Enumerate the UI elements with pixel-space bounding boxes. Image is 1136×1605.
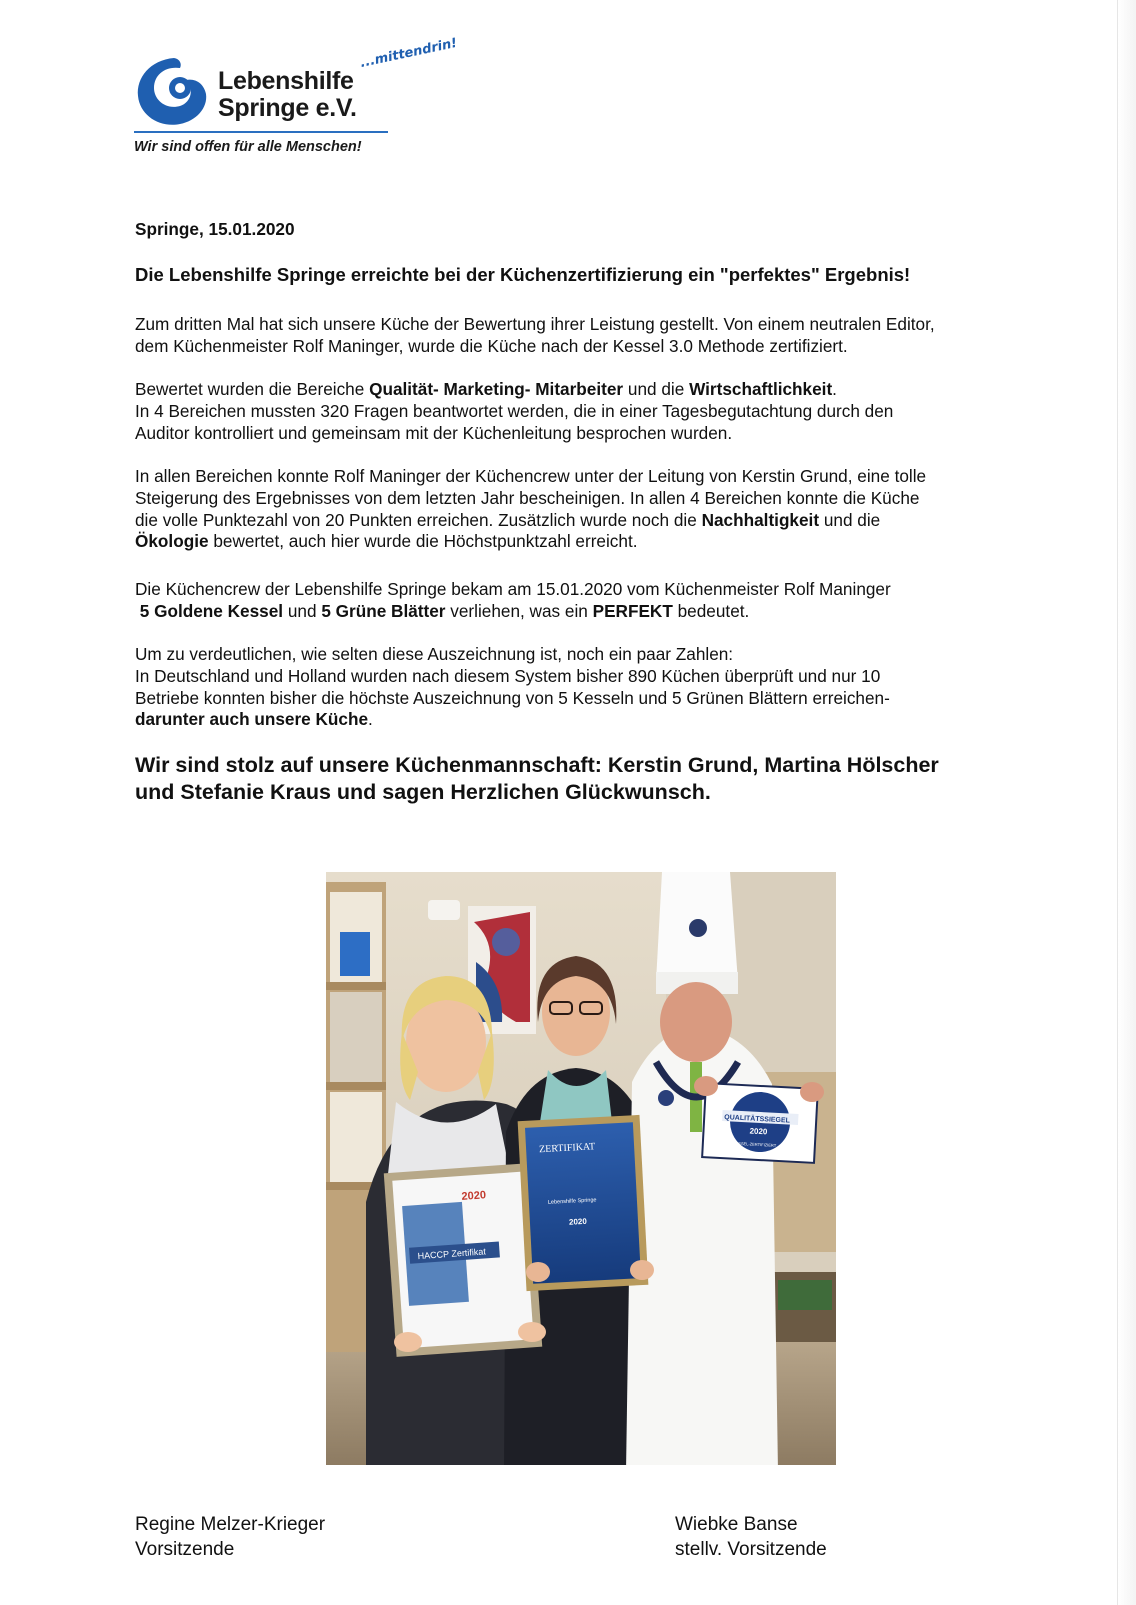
text-run: und — [283, 600, 322, 621]
paragraph-line: Steigerung des Ergebnisses von dem letzten Jahr bescheinigen. In allen 4 Bereichen konnte die Küche — [135, 487, 920, 508]
paragraph-5 — [135, 644, 1035, 731]
logo-tagline: ...mittendrin! — [358, 35, 459, 71]
paragraph-line — [135, 510, 1035, 532]
paragraph-2 — [135, 379, 1035, 444]
zertifikat-year: 2020 — [568, 1216, 587, 1227]
seal-sub: KESSEL-ZERTIFIZIERT — [732, 1140, 777, 1148]
paragraph-line: Auditor kontrolliert und gemeinsam mit der Küchenleitung besprochen wurden. — [135, 422, 733, 443]
text-run: und die — [623, 379, 690, 399]
haccp-title: HACCP Zertifikat — [417, 1246, 487, 1262]
text-run: . — [368, 709, 373, 730]
zertifikat-title: ZERTIFIKAT — [538, 1141, 596, 1156]
paragraph-line: In 4 Bereichen mussten 320 Fragen beantwortet werden, die in einer Tagesbegutachtung durch den — [135, 400, 894, 421]
haccp-year: 2020 — [461, 1189, 487, 1203]
lebenshilfe-logo-icon — [134, 50, 224, 130]
signatory-name: Regine Melzer-Krieger — [135, 1514, 326, 1535]
paragraph-line — [135, 709, 1035, 731]
closing-line: Wir sind stolz auf unsere Küchenmannschaft: Kerstin Grund, Martina Hölscher — [135, 753, 939, 777]
paragraph-line — [135, 379, 1035, 401]
bold-run: 5 Grüne Blätter — [321, 600, 446, 621]
signature-right — [675, 1513, 827, 1562]
signatory-name: Wiebke Banse — [675, 1514, 798, 1535]
paragraph-line: In Deutschland und Holland wurden nach diesem System bisher 890 Küchen überprüft und nur 10 — [135, 665, 881, 686]
text-run: bedeutet. — [672, 600, 750, 621]
haccp-certificate — [384, 1163, 542, 1357]
paragraph-3 — [135, 466, 1035, 553]
paragraph-line: Betriebe konnten bisher die höchste Auszeichnung von 5 Kesseln und 5 Grünen Blättern erreichen- — [135, 687, 890, 708]
closing-line: und Stefanie Kraus und sagen Herzlichen Glückwunsch. — [135, 779, 711, 804]
quality-seal-sign — [702, 1083, 818, 1163]
paragraph-line: Um zu verdeutlichen, wie selten diese Auszeichnung ist, noch ein paar Zahlen: — [135, 644, 734, 664]
bold-run: Ökologie — [135, 531, 209, 552]
seal-label: QUALITÄTSSIEGEL — [724, 1114, 791, 1125]
zertifikat-name: Lebenshilfe Springe — [547, 1197, 597, 1206]
bold-run: 5 Goldene Kessel — [135, 600, 284, 621]
text-run: die volle Punktezahl von 20 Punkten erreichen. Zusätzlich wurde noch die — [135, 509, 702, 530]
paragraph-line: Die Küchencrew der Lebenshilfe Springe bekam am 15.01.2020 vom Küchenmeister Rolf Maninger — [135, 579, 891, 599]
paragraph-line — [135, 531, 1035, 553]
paragraph-line: Zum dritten Mal hat sich unsere Küche der Bewertung ihrer Leistung gestellt. Von einem neutralen Editor, — [135, 314, 935, 334]
closing-statement — [135, 752, 1035, 805]
bold-run: PERFEKT — [592, 600, 673, 621]
paragraph-line — [135, 601, 1035, 623]
bold-run: Wirtschaftlichkeit — [689, 379, 833, 399]
paragraph-line: dem Küchenmeister Rolf Maninger, wurde die Küche nach der Kessel 3.0 Methode zertifiziert. — [135, 335, 848, 356]
paragraph-line: In allen Bereichen konnte Rolf Maninger der Küchencrew unter der Leitung von Kerstin Grund, eine tolle — [135, 466, 927, 486]
logo-rule — [134, 131, 388, 133]
text-run: . — [832, 379, 837, 399]
organization-name — [218, 68, 357, 122]
paragraph-1 — [135, 314, 1035, 358]
organization-name-line1: Lebenshilfe — [218, 67, 354, 95]
organization-logo — [134, 35, 459, 162]
logo-motto: Wir sind offen für alle Menschen! — [134, 139, 362, 155]
signatory-role: stellv. Vorsitzende — [675, 1538, 827, 1560]
signature-left — [135, 1513, 325, 1562]
letter-date: Springe, 15.01.2020 — [135, 219, 295, 239]
award-photo-illustration — [326, 872, 836, 1465]
text-run: Bewertet wurden die Bereiche — [135, 379, 370, 399]
letter-headline: Die Lebenshilfe Springe erreichte bei der Küchenzertifizierung ein "perfektes" Ergebnis! — [135, 264, 911, 285]
award-photo — [326, 872, 836, 1465]
seal-year: 2020 — [749, 1126, 768, 1137]
signatory-role: Vorsitzende — [135, 1538, 235, 1560]
bold-run: darunter auch unsere Küche — [135, 709, 369, 730]
organization-name-line2: Springe e.V. — [218, 94, 357, 122]
page-edge — [1117, 0, 1136, 1605]
text-run: bewertet, auch hier wurde die Höchstpunktzahl erreicht. — [208, 531, 638, 552]
text-run: und die — [819, 509, 881, 530]
paragraph-4 — [135, 579, 1035, 623]
bold-run: Qualität- Marketing- Mitarbeiter — [369, 379, 624, 399]
text-run: verliehen, was ein — [445, 600, 593, 621]
bold-run: Nachhaltigkeit — [701, 509, 820, 530]
